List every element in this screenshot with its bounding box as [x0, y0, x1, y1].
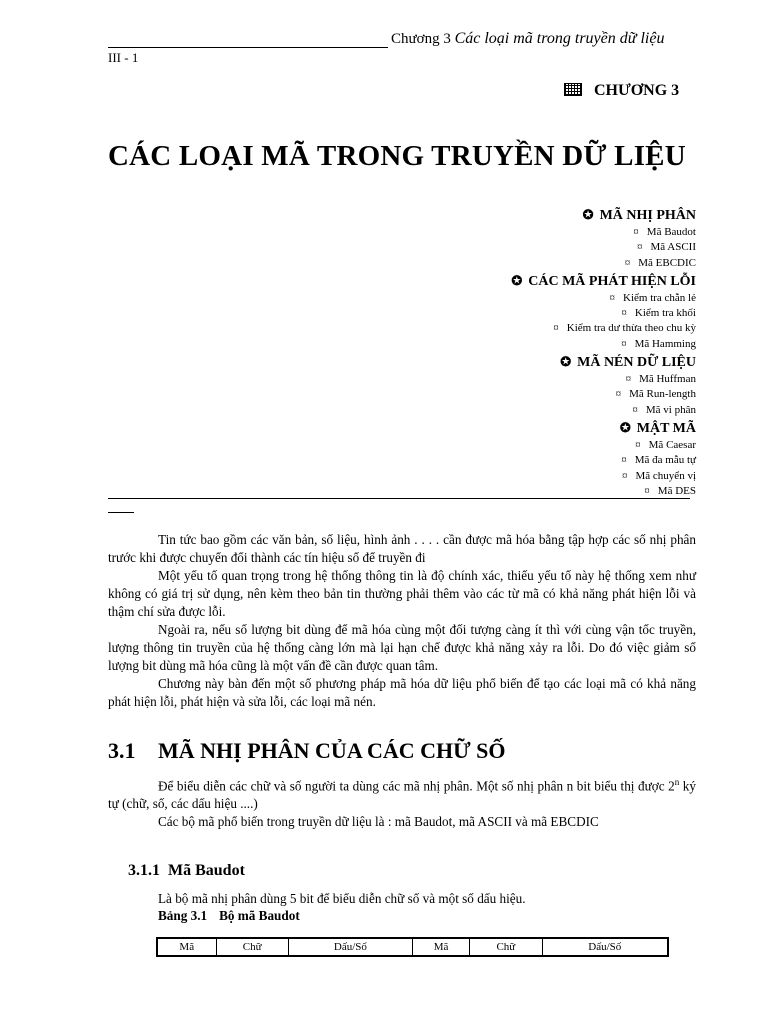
star-bullet-icon: ✪: [619, 419, 631, 435]
toc-section: ✪ CÁC MÃ PHÁT HIỆN LỖI: [511, 272, 696, 289]
header-chapter-label: Chương 3: [391, 31, 451, 47]
paragraph: Để biểu diễn các chữ và số người ta dùng các mã nhị phân. Một số nhị phân n bit biểu thị được 2$^n$ ký tự (chữ, số, các dấu hiệu ....): [108, 777, 696, 812]
toc-section: ✪ MÃ NHỊ PHÂN: [582, 207, 696, 223]
toc-item: ¤ Kiểm tra dư thừa theo chu kỳ: [553, 322, 696, 335]
table-header-cell: Mã: [157, 938, 216, 956]
table-header-cell: Chữ: [470, 938, 542, 956]
chapter-heading: [564, 82, 679, 100]
currency-bullet-icon: ¤: [624, 256, 631, 269]
section-text: [108, 773, 696, 831]
paragraph: Chương này bàn đến một số phương pháp mã hóa dữ liệu phổ biến để tạo các loại mã có khả năng phát hiện lỗi, phát hiện và sửa lỗi, các loại mã nén.: [108, 676, 696, 709]
section-heading: [108, 738, 506, 764]
currency-bullet-icon: ¤: [622, 469, 628, 482]
currency-bullet-icon: ¤: [609, 291, 615, 304]
section-divider-tail: [108, 512, 134, 513]
intro-text: [108, 531, 696, 711]
toc-section: ✪ MẬT MÃ: [619, 419, 696, 436]
table-caption: [158, 908, 300, 924]
subsection-title: Mã Baudot: [168, 862, 245, 879]
currency-bullet-icon: ¤: [636, 241, 643, 254]
toc-section: ✪ MÃ NÉN DỮ LIỆU: [560, 354, 696, 371]
paragraph: Tin tức bao gồm các văn bản, số liệu, hình ảnh . . . . cần được mã hóa bằng tập hợp các số nhị phân trước khi được chuyển đổi thành các tín hiệu số để truyền đi: [108, 532, 696, 565]
subsection-number: 3.1.1: [128, 862, 160, 879]
currency-bullet-icon: ¤: [621, 454, 627, 467]
currency-bullet-icon: ¤: [553, 322, 559, 335]
currency-bullet-icon: ¤: [632, 403, 638, 416]
toc-item: ¤ Mã đa mẫu tự: [621, 454, 696, 467]
table-header-cell: Dấu/Số: [542, 938, 668, 956]
baudot-table: [156, 937, 669, 957]
toc-item: ¤ Mã Run-length: [615, 388, 696, 401]
table-header-row: [157, 938, 668, 956]
paragraph: Một yếu tố quan trọng trong hệ thống thông tin là độ chính xác, thiếu yếu tố này hệ thống xem như không có giá trị sử dụng, nên kèm theo bản tin thường phải thêm vào các từ mã có khả năng phát hiện lỗi và thậm chí sửa được lỗi.: [108, 568, 696, 619]
currency-bullet-icon: ¤: [633, 226, 639, 238]
table-header-cell: Dấu/Số: [288, 938, 412, 956]
currency-bullet-icon: ¤: [625, 373, 632, 386]
keyboard-icon: [564, 83, 582, 96]
toc-item: ¤ Mã vi phân: [632, 403, 696, 416]
header-chapter-title: Các loại mã trong truyền dữ liệu: [454, 30, 665, 47]
section-divider: [108, 498, 690, 499]
section-title: MÃ NHỊ PHÂN CỦA CÁC CHỮ SỐ: [158, 738, 506, 763]
toc-item: ¤ Mã EBCDIC: [624, 256, 696, 269]
currency-bullet-icon: ¤: [644, 484, 650, 497]
currency-bullet-icon: ¤: [615, 388, 622, 401]
table-header-cell: Mã: [412, 938, 469, 956]
toc-item: ¤ Mã chuyển vị: [622, 469, 696, 482]
toc-item: ¤ Mã Hamming: [621, 337, 696, 350]
toc-item: ¤ Mã Caesar: [635, 438, 696, 451]
chapter-contents: [296, 205, 696, 499]
table-header-cell: Chữ: [216, 938, 288, 956]
page-number: III - 1: [108, 50, 139, 65]
toc-item: ¤ Mã ASCII: [636, 241, 696, 254]
section-number: 3.1: [108, 738, 136, 763]
chapter-title: CÁC LOẠI MÃ TRONG TRUYỀN DỮ LIỆU: [108, 140, 686, 172]
paragraph: Ngoài ra, nếu số lượng bit dùng để mã hóa cùng một đối tượng càng ít thì với cùng vận tốc truyền, lượng thông tin truyền của hệ thống càng lớn mà lại hạn chế được khả năng xảy ra lỗi. Do đó việc giảm số lượng bit dùng mã hóa cũng là một vấn đề cần được quan tâm.: [108, 622, 696, 673]
toc-item: ¤ Kiểm tra khối: [621, 307, 696, 320]
toc-item: ¤ Mã DES: [644, 484, 696, 497]
toc-item: ¤ Mã Huffman: [625, 373, 696, 386]
running-header: [391, 30, 664, 48]
star-bullet-icon: ✪: [582, 207, 594, 222]
chapter-label: CHƯƠNG 3: [594, 82, 680, 99]
currency-bullet-icon: ¤: [635, 438, 641, 451]
toc-item: ¤ Mã Baudot: [633, 226, 696, 238]
table-caption-title: Bộ mã Baudot: [219, 908, 300, 923]
star-bullet-icon: ✪: [511, 272, 523, 288]
header-rule: [108, 47, 388, 48]
paragraph: Các bộ mã phổ biến trong truyền dữ liệu là : mã Baudot, mã ASCII và mã EBCDIC: [158, 814, 599, 830]
currency-bullet-icon: ¤: [621, 307, 627, 320]
star-bullet-icon: ✪: [560, 354, 572, 370]
subsection-text: Là bộ mã nhị phân dùng 5 bit để biểu diễn chữ số và một số dấu hiệu.: [158, 891, 526, 906]
subsection-heading: [128, 862, 245, 880]
currency-bullet-icon: ¤: [621, 337, 627, 350]
toc-item: ¤ Kiểm tra chẵn lẻ: [609, 291, 696, 304]
table-caption-label: Bảng 3.1: [158, 908, 208, 923]
